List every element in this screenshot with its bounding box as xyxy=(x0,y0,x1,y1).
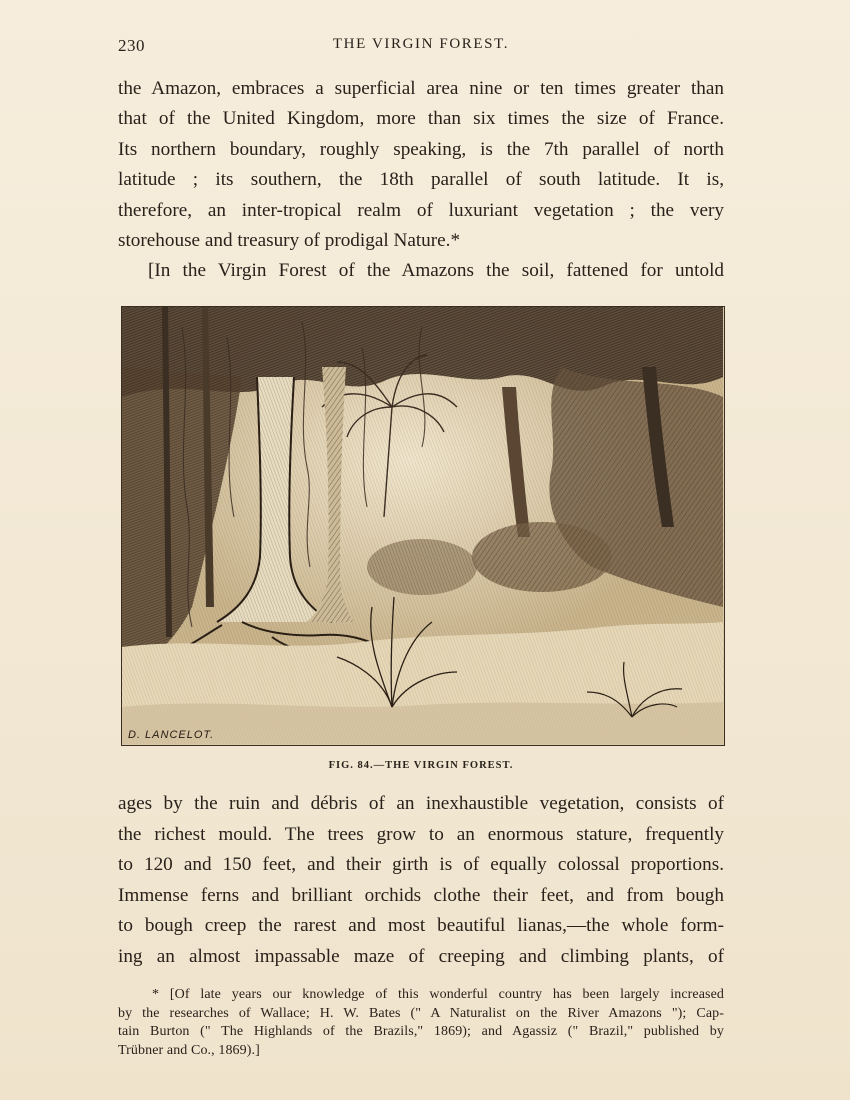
text-line: Immense ferns and brilliant orchids clothe their feet, and from bough xyxy=(118,884,724,906)
footnote-line: Trübner and Co., 1869).] xyxy=(118,1042,260,1058)
body-text-bottom xyxy=(118,789,724,973)
running-head xyxy=(118,36,724,58)
text-line: therefore, an inter-tropical realm of luxuriant vegetation ; the very xyxy=(118,199,724,221)
text-line: the Amazon, embraces a superficial area nine or ten times greater than xyxy=(118,78,724,99)
footnote-line: * [Of late years our knowledge of this wonderful country has been largely increased xyxy=(152,987,724,1002)
text-line: the richest mould. The trees grow to an enormous stature, frequently xyxy=(118,823,724,845)
footnote-line: by the researches of Wallace; H. W. Bates (" A Naturalist on the River Amazons "); Cap- xyxy=(118,1005,724,1021)
text-line: [In the Virgin Forest of the Amazons the soil, fattened for untold xyxy=(148,260,724,282)
text-line: storehouse and treasury of prodigal Nature.* xyxy=(118,230,461,252)
running-title: THE VIRGIN FOREST. xyxy=(332,36,510,52)
footnote xyxy=(118,986,724,1060)
text-line: ing an almost impassable maze of creeping and climbing plants, of xyxy=(118,945,724,967)
artist-signature: D. LANCELOT. xyxy=(128,729,215,741)
text-line: ages by the ruin and débris of an inexhaustible vegetation, consists of xyxy=(118,793,724,814)
page-number: 230 xyxy=(118,36,145,55)
engraving-illustration xyxy=(122,307,723,744)
text-line: that of the United Kingdom, more than six times the size of France. xyxy=(118,108,724,130)
text-line: to bough creep the rarest and most beautiful lianas,—the whole form- xyxy=(118,915,724,937)
text-line: to 120 and 150 feet, and their girth is of equally colossal proportions. xyxy=(118,854,724,876)
figure-caption: FIG. 84.—THE VIRGIN FOREST. xyxy=(328,760,514,771)
body-text-top xyxy=(118,74,724,287)
text-line: Its northern boundary, roughly speaking, is the 7th parallel of north xyxy=(118,138,724,160)
forest-engraving xyxy=(121,306,725,746)
footnote-line: tain Burton (" The Highlands of the Brazils," 1869); and Agassiz (" Brazil," published by xyxy=(118,1024,724,1040)
text-line: latitude ; its southern, the 18th parallel of south latitude. It is, xyxy=(118,169,724,191)
